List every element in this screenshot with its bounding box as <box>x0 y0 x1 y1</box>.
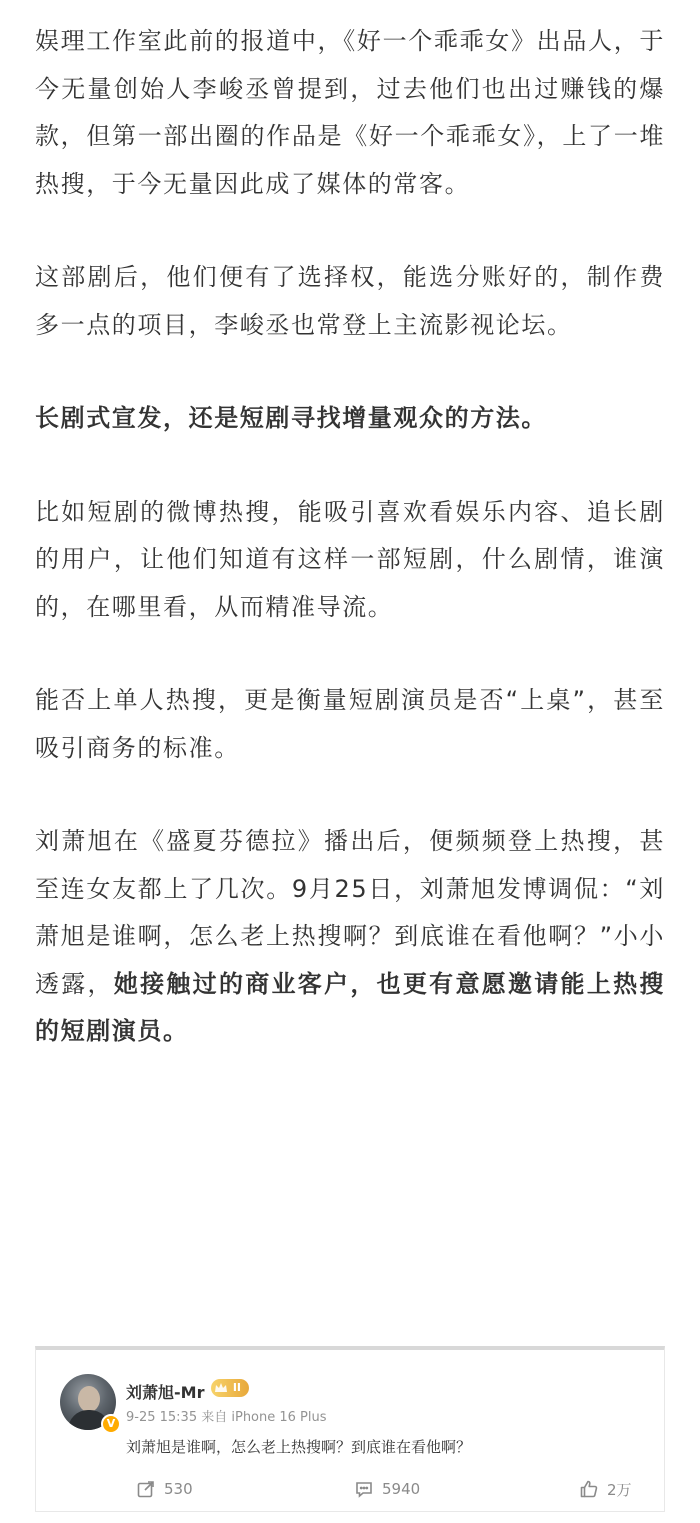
paragraph-1 <box>35 18 665 208</box>
paragraph-5 <box>35 677 665 772</box>
paragraph-4 <box>35 489 665 632</box>
paragraph-2 <box>35 254 665 349</box>
post-meta: 9-25 15:35 来自 iPhone 16 Plus <box>126 1410 327 1425</box>
avatar-face <box>78 1386 100 1412</box>
paragraph-6 <box>35 818 665 1056</box>
paragraph-3-text: 长剧式宣发，还是短剧寻找增量观众的方法。 <box>35 404 547 432</box>
comment-button[interactable] <box>354 1477 420 1501</box>
like-count: 2万 <box>607 1480 632 1499</box>
share-icon <box>136 1479 156 1499</box>
crown-icon <box>213 1380 229 1396</box>
paragraph-6-bold-text: 她接触过的商业客户，也更有意愿邀请能上热搜的短剧演员。 <box>35 969 665 1045</box>
paragraph-4-text: 比如短剧的微博热搜，能吸引喜欢看娱乐内容、追长剧的用户，让他们知道有这样一部短剧，什么剧情，谁演的，在哪里看，从而精准导流。 <box>35 497 665 621</box>
post-text: 刘萧旭是谁啊，怎么老上热搜啊？到底谁在看他啊？ <box>126 1438 472 1456</box>
thumbs-up-icon <box>579 1479 599 1499</box>
like-button[interactable] <box>579 1477 632 1501</box>
article-body <box>35 18 665 1056</box>
weibo-username[interactable]: 刘萧旭-Mr <box>126 1383 205 1402</box>
paragraph-2-text: 这部剧后，他们便有了选择权，能选分账好的，制作费多一点的项目，李峻丞也常登上主流影视论坛。 <box>35 263 665 339</box>
post-actions <box>36 1477 666 1501</box>
paragraph-3-heading <box>35 395 665 443</box>
paragraph-1-text: 娱理工作室此前的报道中，《好一个乖乖女》出品人，于今无量创始人李峻丞曾提到，过去他们也出过赚钱的爆款，但第一部出圈的作品是《好一个乖乖女》，上了一堆热搜，于今无量因此成了媒体的常客。 <box>35 27 665 198</box>
user-level-badge <box>211 1379 249 1397</box>
comment-count: 5940 <box>382 1480 421 1498</box>
repost-count: 530 <box>164 1480 193 1498</box>
verified-badge-icon: V <box>101 1414 121 1434</box>
paragraph-5-text: 能否上单人热搜，更是衡量短剧演员是否“上桌”，甚至吸引商务的标准。 <box>35 686 665 762</box>
repost-button[interactable] <box>136 1477 193 1501</box>
comment-icon <box>354 1479 374 1499</box>
weibo-post-card <box>35 1346 665 1512</box>
user-level-text: II <box>232 1381 241 1394</box>
paragraph-6-text: 刘萧旭在《盛夏芬德拉》播出后，便频频登上热搜，甚至连女友都上了几次。9月25日，刘萧旭发博调侃：“刘萧旭是谁啊，怎么老上热搜啊？到底谁在看他啊？”小小透露， <box>35 827 665 998</box>
